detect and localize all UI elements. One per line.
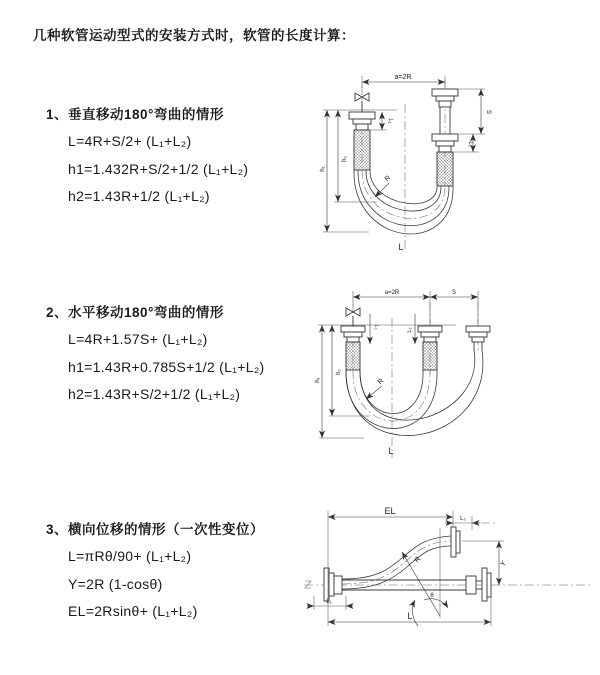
left-pipe-fitting <box>341 326 365 370</box>
dim-label-l1: L₁ <box>326 599 332 605</box>
dim-label-h1: h₁ <box>315 377 321 383</box>
fitting-length-dimensions <box>370 314 415 344</box>
section-lateral-displacement <box>46 518 264 626</box>
middle-pipe-fitting <box>418 326 442 370</box>
el-dimension <box>328 506 453 626</box>
s-dimension <box>454 89 491 152</box>
left-flange <box>324 568 342 601</box>
left-pipe-fitting <box>349 112 375 170</box>
centerline-break-mark <box>305 581 311 588</box>
top-dimension <box>353 290 478 324</box>
right-upper-flange <box>451 527 456 557</box>
centerlines <box>323 80 445 251</box>
section-horizontal-movement <box>46 301 265 409</box>
radius-callout <box>375 175 392 197</box>
dim-label-l2: L₂ <box>407 327 413 333</box>
dim-label-l2: L₂ <box>467 141 473 147</box>
formula-line: Y=2R (1-cosθ) <box>68 575 163 592</box>
braided-hose-section <box>354 130 370 170</box>
dim-label-h2: h₂ <box>342 156 348 162</box>
diagram-vertical-180-bend <box>305 66 595 261</box>
formula-line: L=πRθ/90+ (L₁+L₂) <box>68 548 192 564</box>
dim-label-h2: h₂ <box>336 369 342 375</box>
right-pipe-fitting <box>432 89 458 186</box>
straight-pipe-original-position <box>342 568 491 601</box>
dim-label-el: EL <box>384 506 396 516</box>
l-dimension <box>328 592 491 626</box>
dim-label-l1: L₁ <box>387 118 393 124</box>
right-pipe-fitting <box>466 326 490 350</box>
centerlines <box>318 302 478 458</box>
formula-line: L=4R+1.57S+ (L₁+L₂) <box>68 331 208 347</box>
hose-u-bend-position1 <box>346 370 437 429</box>
radius-callout <box>366 378 385 399</box>
angle-label-theta: θ <box>430 593 434 599</box>
diagram3-drawing <box>298 496 598 654</box>
centerlines <box>304 528 592 618</box>
diagram-lateral-displacement <box>298 496 598 654</box>
section-heading: 1、垂直移动180°弯曲的情形 <box>46 107 224 122</box>
dim-label-r: R <box>413 555 423 565</box>
braided-hose-section <box>423 342 437 370</box>
height-dimensions <box>315 325 370 438</box>
dim-label-l: L <box>407 611 413 621</box>
diagram-horizontal-180-bend <box>308 282 598 467</box>
formula-line: h2=1.43R+1/2 (L₁+L₂) <box>68 188 210 204</box>
diagram1-drawing <box>305 66 595 261</box>
formula-line: h1=1.43R+0.785S+1/2 (L₁+L₂) <box>68 358 265 375</box>
dim-label-r: R <box>376 377 386 387</box>
dim-label-a2r: a=2R <box>394 74 412 81</box>
braided-hose-section <box>437 152 453 186</box>
dim-label-l: L <box>398 242 404 252</box>
dim-label-r: R <box>383 174 393 184</box>
right-lower-flange <box>482 568 487 601</box>
section-heading: 3、横向位移的情形（一次性变位） <box>46 522 265 537</box>
dim-label-s: S <box>451 290 457 296</box>
l1-dimension <box>307 596 353 610</box>
valve-icon <box>355 93 369 112</box>
page-title: 几种软管运动型式的安装方式时，软管的长度计算： <box>33 28 355 43</box>
braided-hose-section <box>346 342 360 370</box>
formula-line: EL=2Rsinθ+ (L₁+L₂) <box>68 603 198 619</box>
formula-line: h2=1.43R+S/2+1/2 (L₁+L₂) <box>68 386 241 402</box>
dim-label-y: Y <box>499 560 508 569</box>
section-heading: 2、水平移动180°弯曲的情形 <box>46 305 224 320</box>
dim-label-s: S <box>485 109 491 115</box>
formula-line: L=4R+S/2+ (L₁+L₂) <box>68 133 192 149</box>
formula-block <box>68 543 264 626</box>
top-dimension <box>362 74 445 88</box>
dim-label-l2: L₂ <box>460 516 466 522</box>
formula-block <box>68 326 265 409</box>
section-vertical-movement <box>46 103 248 211</box>
dim-label-l1: L₁ <box>373 324 379 330</box>
diagram2-drawing <box>308 282 598 467</box>
formula-block <box>68 128 248 211</box>
dim-label-l: L <box>388 446 394 456</box>
dim-label-h1: h₁ <box>320 166 326 172</box>
formula-line: h1=1.432R+S/2+1/2 (L₁+L₂) <box>68 160 249 177</box>
dim-label-a2r: a=2R <box>384 290 400 296</box>
